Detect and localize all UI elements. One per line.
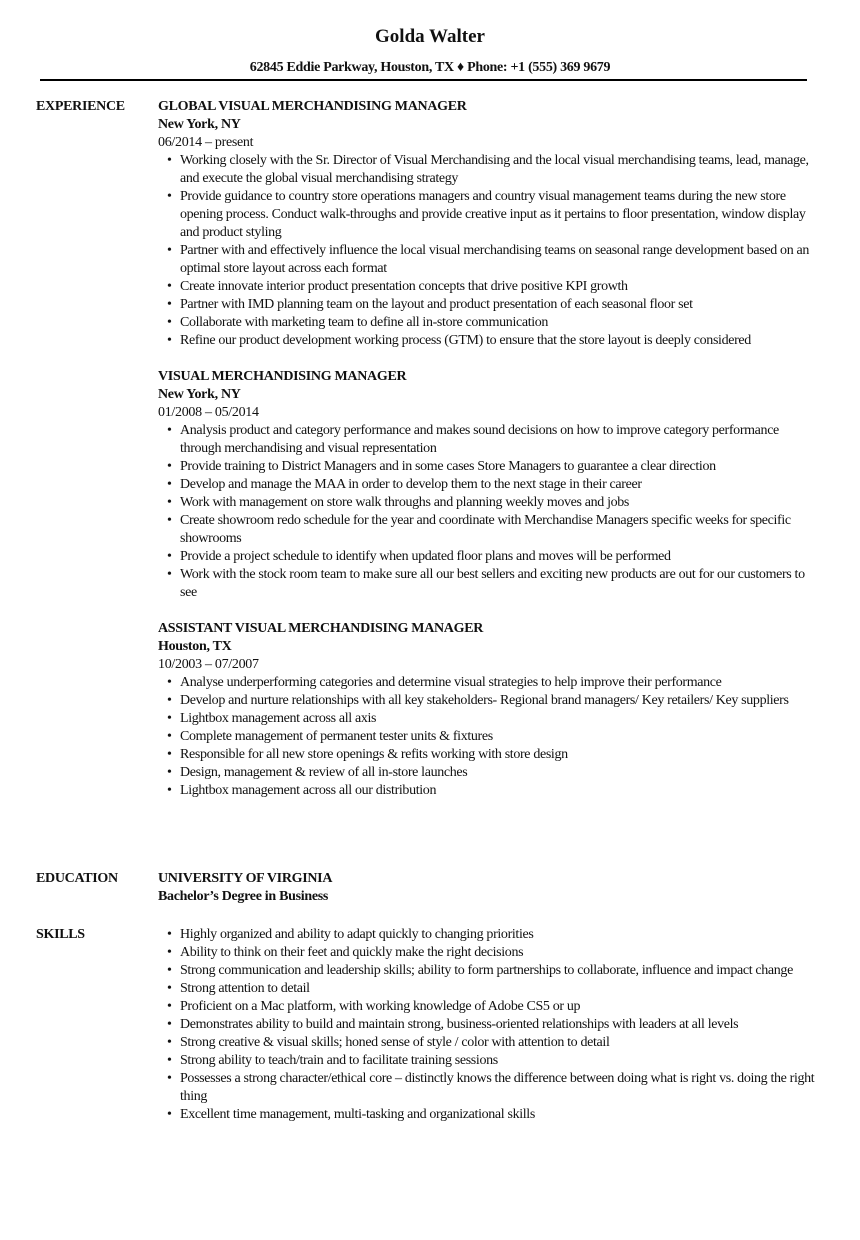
skill-item: • Demonstrates ability to build and maintain strong, business-oriented relationships with leaders at all levels	[158, 1016, 820, 1034]
job-title: GLOBAL VISUAL MERCHANDISING MANAGER	[158, 99, 467, 114]
skill-item: • Excellent time management, multi-tasking and organizational skills	[158, 1106, 820, 1124]
header-divider	[40, 79, 807, 81]
skills-list	[158, 926, 826, 1124]
job-location: New York, NY	[158, 117, 241, 132]
list-item: • Provide a project schedule to identify when updated floor plans and moves will be performed	[158, 548, 820, 566]
list-item: • Lightbox management across all our distribution	[158, 782, 820, 800]
skill-item: • Strong ability to teach/train and to facilitate training sessions	[158, 1052, 820, 1070]
list-item: • Partner with and effectively influence the local visual merchandising teams on seasonal range development based on an optimal store layout across each format	[158, 242, 820, 278]
list-item: • Develop and nurture relationships with all key stakeholders- Regional brand managers/ Key retailers/ Key suppliers	[158, 692, 820, 710]
job-title: VISUAL MERCHANDISING MANAGER	[158, 369, 407, 384]
job-dates: 10/2003 – 07/2007	[158, 657, 259, 672]
job-entry	[158, 98, 826, 350]
education-section	[36, 870, 826, 906]
skill-item: • Proficient on a Mac platform, with working knowledge of Adobe CS5 or up	[158, 998, 820, 1016]
experience-section	[36, 98, 826, 818]
skill-item: • Strong attention to detail	[158, 980, 820, 998]
degree: Bachelor’s Degree in Business	[158, 889, 329, 904]
school-name: UNIVERSITY OF VIRGINIA	[158, 871, 333, 886]
list-item: • Responsible for all new store openings & refits working with store design	[158, 746, 820, 764]
job-entry	[158, 620, 826, 800]
list-item: • Refine our product development working process (GTM) to ensure that the store layout is deeply considered	[158, 332, 820, 350]
job-bullets	[158, 422, 826, 602]
candidate-name: Golda Walter	[375, 26, 485, 47]
skill-item: • Highly organized and ability to adapt quickly to changing priorities	[158, 926, 820, 944]
job-location: Houston, TX	[158, 639, 232, 654]
job-location: New York, NY	[158, 387, 241, 402]
list-item: • Analyse underperforming categories and determine visual strategies to help improve their performance	[158, 674, 820, 692]
section-label: SKILLS	[36, 927, 85, 942]
skill-item: • Strong creative & visual skills; honed sense of style / color with attention to detail	[158, 1034, 820, 1052]
list-item: • Develop and manage the MAA in order to develop them to the next stage in their career	[158, 476, 820, 494]
list-item: • Lightbox management across all axis	[158, 710, 820, 728]
job-bullets	[158, 674, 826, 800]
list-item: • Design, management & review of all in-store launches	[158, 764, 820, 782]
list-item: • Provide training to District Managers and in some cases Store Managers to guarantee a clear direction	[158, 458, 820, 476]
list-item: • Provide guidance to country store operations managers and country visual management teams during the new store opening process. Conduct walk-throughs and provide creative input as it pertains to floor presentation, window display and product styling	[158, 188, 820, 242]
list-item: • Work with management on store walk throughs and planning weekly moves and jobs	[158, 494, 820, 512]
list-item: • Complete management of permanent tester units & fixtures	[158, 728, 820, 746]
list-item: • Create showroom redo schedule for the year and coordinate with Merchandise Managers specific weeks for specific showrooms	[158, 512, 820, 548]
job-title: ASSISTANT VISUAL MERCHANDISING MANAGER	[158, 621, 484, 636]
list-item: • Analysis product and category performance and makes sound decisions on how to improve category performance through merchandising and visual representation	[158, 422, 820, 458]
list-item: • Partner with IMD planning team on the layout and product presentation of each seasonal floor set	[158, 296, 820, 314]
skill-item: • Ability to think on their feet and quickly make the right decisions	[158, 944, 820, 962]
section-label: EXPERIENCE	[36, 99, 125, 114]
job-bullets	[158, 152, 826, 350]
list-item: • Collaborate with marketing team to define all in-store communication	[158, 314, 820, 332]
contact-info: 62845 Eddie Parkway, Houston, TX ♦ Phone: +1 (555) 369 9679	[249, 60, 611, 75]
job-dates: 06/2014 – present	[158, 135, 254, 150]
section-label: EDUCATION	[36, 871, 118, 886]
job-entry	[158, 368, 826, 602]
skills-section	[36, 926, 826, 1124]
list-item: • Create innovate interior product presentation concepts that drive positive KPI growth	[158, 278, 820, 296]
skill-item: • Strong communication and leadership skills; ability to form partnerships to collaborate, influence and impact change	[158, 962, 820, 980]
skill-item: • Possesses a strong character/ethical core – distinctly knows the difference between doing what is right vs. doing the right thing	[158, 1070, 820, 1106]
job-dates: 01/2008 – 05/2014	[158, 405, 259, 420]
list-item: • Work with the stock room team to make sure all our best sellers and exciting new products are out for our customers to see	[158, 566, 820, 602]
list-item: • Working closely with the Sr. Director of Visual Merchandising and the local visual merchandising teams, lead, manage, and execute the global visual merchandising strategy	[158, 152, 820, 188]
